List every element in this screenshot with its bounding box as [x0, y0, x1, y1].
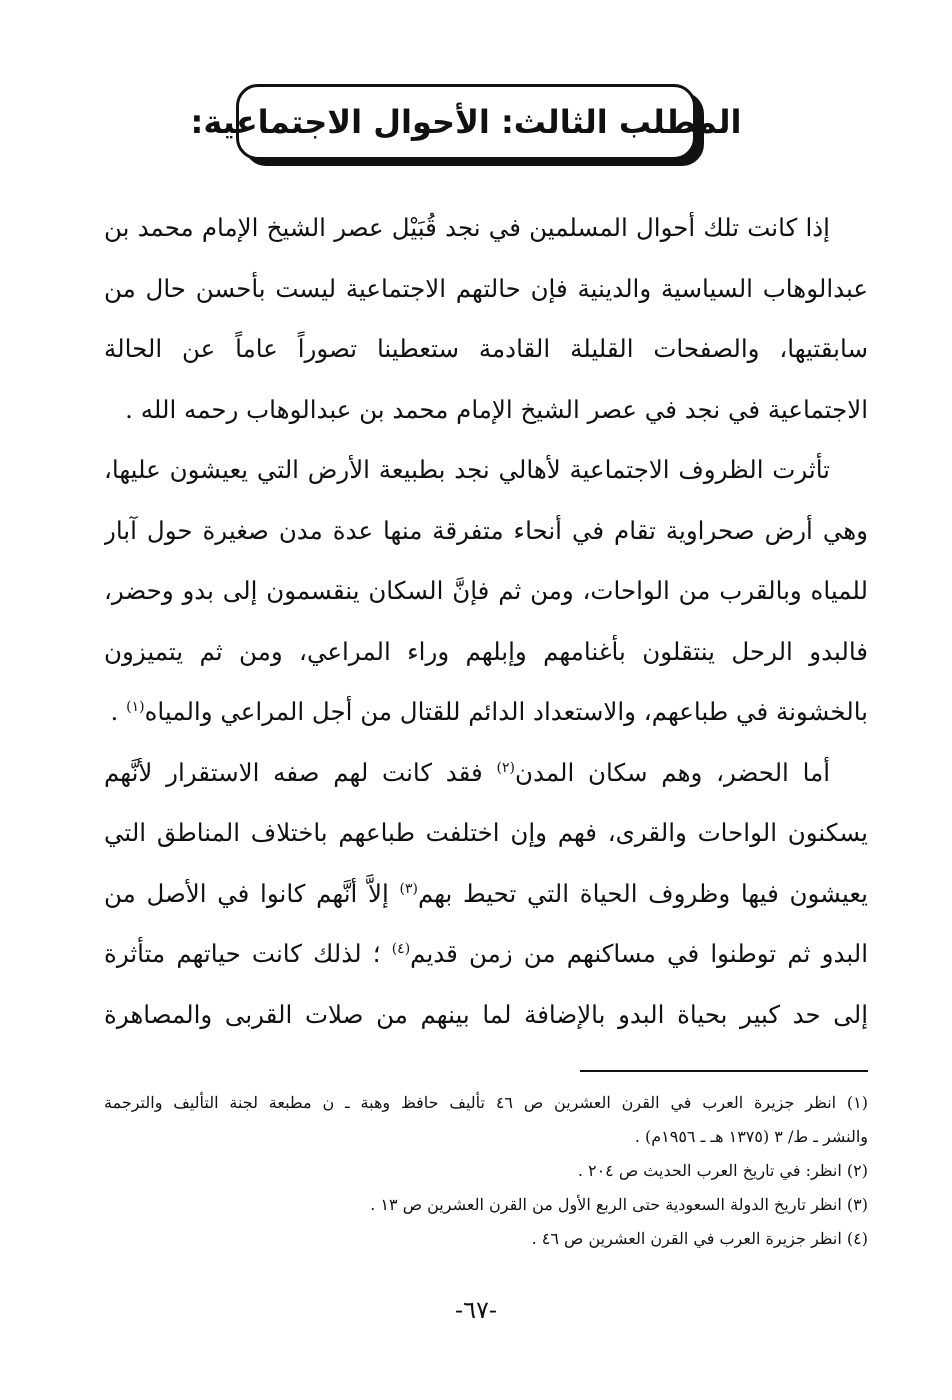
section-title: المطلب الثالث: الأحوال الاجتماعية:: [190, 103, 742, 141]
paragraph-3-line-1-a: أما الحضر، وهم سكان المدن: [514, 757, 830, 787]
footnote-1: (١) انظر جزيرة العرب في القرن العشرين ص ٤٦ تأليف حافظ وهبة ـ ن مطبعة لجنة التأليف والترجمة: [104, 1093, 868, 1112]
paragraph-2-line-4: فالبدو الرحل ينتقلون بأغنامهم وإبلهم وراء المراعي، ومن ثم يتميزون: [104, 636, 868, 666]
paragraph-3-line-2: [104, 803, 868, 864]
footnote-2: (٢) انظر: في تاريخ العرب الحديث ص ٢٠٤ .: [577, 1161, 868, 1180]
paragraph-1-line-3: سابقتيها، والصفحات القليلة القادمة ستعطينا تصوراً عاماً عن الحالة: [104, 334, 868, 363]
paragraph-2-line-1: تأثرت الظروف الاجتماعية لأهالي نجد بطبيعة الأرض التي يعيشون عليها،: [104, 455, 830, 484]
paragraph-1-line-4: الاجتماعية في نجد في عصر الشيخ الإمام محمد بن عبدالوهاب رحمه الله .: [125, 394, 868, 424]
paragraph-2-line-5-tail: .: [110, 697, 127, 726]
paragraph-2-line-5-text: بالخشونة في طباعهم، والاستعداد الدائم للقتال من أجل المراعي والمياه: [144, 697, 868, 726]
footnote-4: (٤) انظر جزيرة العرب في القرن العشرين ص ٤٦ .: [531, 1229, 868, 1248]
paragraph-3-line-5: [104, 985, 868, 1046]
paragraph-3-line-5-a: إلى حد كبير بحياة البدو بالإضافة لما بينهم من صلات القربى والمصاهرة: [104, 999, 868, 1029]
paragraph-2-line-3: للمياه وبالقرب من الواحات، ومن ثم فإنَّ السكان ينقسمون إلى بدو وحضر،: [104, 576, 868, 605]
paragraph-3-line-3-a: يعيشون فيها وظروف الحياة التي تحيط بهم: [417, 878, 868, 908]
paragraph-3-line-2-a: يسكنون الواحات والقرى، فهم وإن اختلفت طباعهم باختلاف المناطق التي: [104, 818, 868, 847]
footnote-divider: [580, 1070, 868, 1072]
paragraph-3-line-1-b: فقد كانت لهم صفه الاستقرار لأنَّهم: [104, 757, 497, 787]
paragraph-3-line-4: [104, 924, 868, 985]
footnotes: [104, 1086, 868, 1256]
footnote-ref-1: (١): [126, 698, 145, 715]
paragraph-1-line-2: عبدالوهاب السياسية والدينية فإن حالتهم الاجتماعية ليست بأحسن حال من: [104, 273, 868, 303]
paragraph-3-line-4-b: ؛ لذلك كانت حياتهم متأثرة: [104, 939, 392, 968]
body-text: [104, 198, 868, 1045]
footnote-ref-4: (٤): [391, 940, 411, 957]
paragraph-2-line-2: وهي أرض صحراوية تقام في أنحاء متفرقة منها عدة مدن صغيرة حول آبار: [104, 515, 868, 545]
section-title-frame: [190, 84, 742, 166]
paragraph-1-line-1: إذا كانت تلك أحوال المسلمين في نجد قُبَيْل عصر الشيخ الإمام محمد بن: [104, 213, 830, 242]
paragraph-3-line-3: [104, 864, 868, 925]
footnote-ref-3: (٣): [399, 880, 418, 897]
title-box: [190, 84, 742, 160]
footnote-3: (٣) انظر تاريخ الدولة السعودية حتى الربع الأول من القرن العشرين ص ١٣ .: [370, 1195, 868, 1214]
paragraph-2-line-5: [104, 682, 868, 743]
paragraph-3-line-1: [104, 743, 868, 804]
footnote-ref-2: (٢): [496, 759, 515, 776]
footnote-1-continued: والنشر ـ ط/ ٣ (١٣٧٥ هـ ـ ١٩٥٦م) .: [634, 1127, 868, 1146]
page-number: -٦٧-: [455, 1296, 497, 1324]
paragraph-3-line-3-b: إلاَّ أنَّهم كانوا في الأصل من: [104, 878, 400, 908]
paragraph-3-line-4-a: البدو ثم توطنوا في مساكنهم من زمن قديم: [410, 939, 868, 968]
